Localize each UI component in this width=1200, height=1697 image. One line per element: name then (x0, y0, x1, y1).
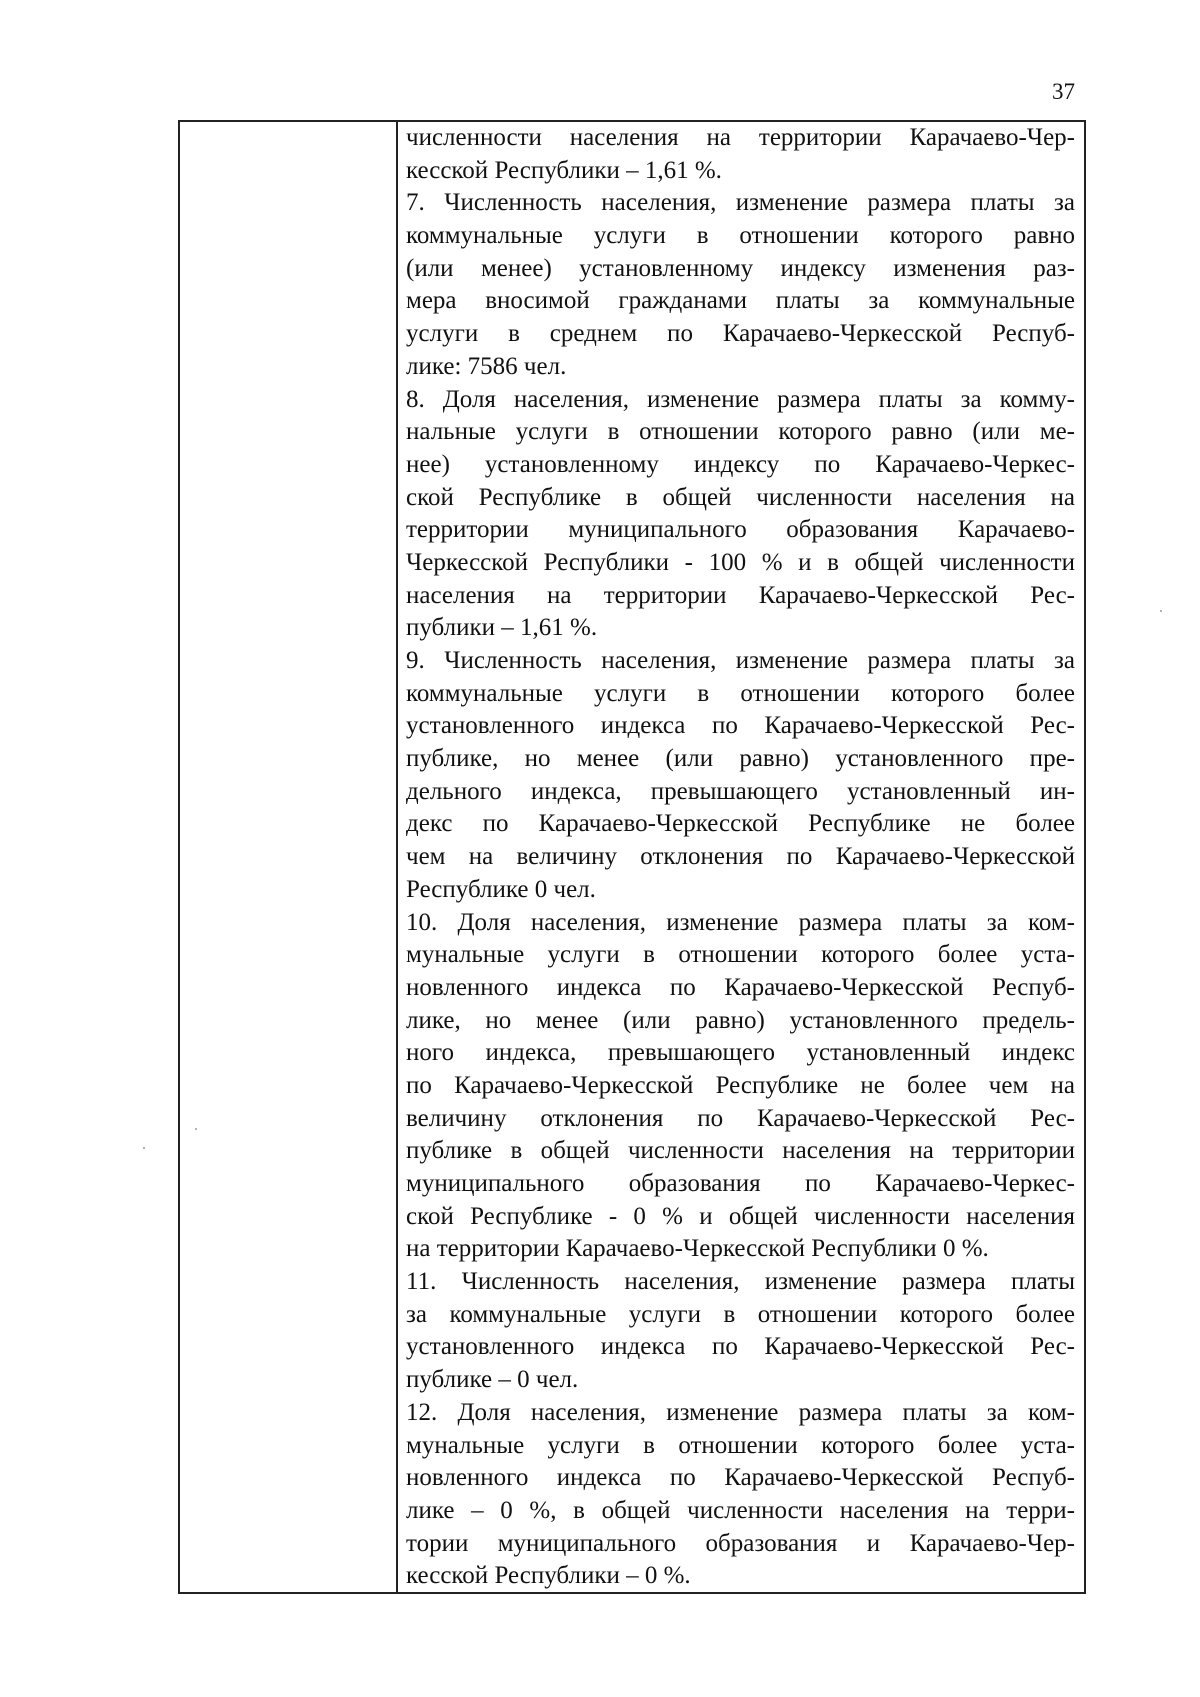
left-column-cell (180, 122, 398, 1592)
text-line: лике – 0 %, в общей численности населения на терри- (406, 1496, 1075, 1524)
text-line: 8. Доля населения, изменение размера платы за комму- (406, 385, 1075, 413)
right-column-cell (398, 122, 1084, 1592)
text-line: лике: 7586 чел. (406, 352, 567, 380)
text-line: нальные услуги в отношении которого равно (или ме- (406, 418, 1075, 446)
text-line: за коммунальные услуги в отношении которого более (406, 1300, 1075, 1328)
text-line: населения на территории Карачаево-Черкесской Рес- (406, 581, 1075, 609)
text-line: коммунальные услуги в отношении которого более (406, 679, 1075, 707)
text-line: лике, но менее (или равно) установленного предель- (406, 1006, 1075, 1034)
text-line: публики – 1,61 %. (406, 614, 598, 642)
text-line: муниципального образования по Карачаево-Черкес- (406, 1170, 1075, 1197)
text-line: территории муниципального образования Карачаево- (406, 516, 1075, 544)
text-line: 12. Доля населения, изменение размера платы за ком- (406, 1398, 1075, 1426)
scan-speck (195, 1128, 197, 1130)
text-line: ного индекса, превышающего установленный индекс (406, 1039, 1075, 1067)
text-line: нее) установленному индексу по Карачаево-Черкес- (406, 450, 1075, 478)
text-line: кесской Республики – 1,61 %. (406, 156, 722, 184)
text-line: установленного индекса по Карачаево-Черкесской Рес- (406, 1333, 1075, 1361)
text-line: мунальные услуги в отношении которого более уста- (406, 1431, 1075, 1459)
text-line: численности населения на территории Карачаево-Чер- (406, 124, 1075, 151)
text-line: чем на величину отклонения по Карачаево-Черкесской (406, 843, 1075, 871)
text-line: коммунальные услуги в отношении которого равно (406, 222, 1075, 250)
text-line: публике в общей численности населения на территории (406, 1137, 1075, 1165)
text-line: декс по Карачаево-Черкесской Республике не более (406, 810, 1075, 838)
text-line: 9. Численность населения, изменение размера платы за (406, 647, 1075, 674)
document-table (178, 120, 1086, 1594)
text-line: дельного индекса, превышающего установленный ин- (406, 777, 1075, 805)
text-line: новленного индекса по Карачаево-Черкесской Респуб- (406, 1464, 1075, 1492)
text-line: (или менее) установленному индексу изменения раз- (406, 254, 1075, 282)
text-line: кесской Республики – 0 %. (406, 1562, 691, 1590)
text-line: на территории Карачаево-Черкесской Республики 0 %. (406, 1235, 989, 1263)
text-line: услуги в среднем по Карачаево-Черкесской Респуб- (406, 320, 1075, 348)
text-line: новленного индекса по Карачаево-Черкесской Респуб- (406, 973, 1075, 1001)
text-line: публике – 0 чел. (406, 1366, 579, 1394)
text-line: публике, но менее (или равно) установленного пре- (406, 745, 1075, 773)
text-line: величину отклонения по Карачаево-Черкесской Рес- (406, 1104, 1075, 1132)
page-number: 37 (1052, 79, 1075, 104)
text-line: тории муниципального образования и Карачаево-Чер- (406, 1529, 1075, 1557)
text-line: мунальные услуги в отношении которого более уста- (406, 941, 1075, 969)
text-line: по Карачаево-Черкесской Республике не более чем на (406, 1071, 1075, 1099)
text-line: установленного индекса по Карачаево-Черкесской Рес- (406, 712, 1075, 740)
text-line: Черкесской Республики - 100 % и в общей численности (406, 548, 1075, 576)
scan-speck (143, 1147, 145, 1149)
text-line: 10. Доля населения, изменение размера платы за ком- (406, 908, 1075, 936)
scan-speck (1160, 610, 1162, 612)
text-line: ской Республике - 0 % и общей численности населения (406, 1202, 1075, 1230)
text-line: 7. Численность населения, изменение размера платы за (406, 189, 1075, 217)
text-line: 11. Численность населения, изменение размера платы (406, 1268, 1075, 1296)
text-line: Республике 0 чел. (406, 875, 596, 903)
text-line: ской Республике в общей численности населения на (406, 483, 1075, 511)
text-line: мера вносимой гражданами платы за коммунальные (406, 287, 1075, 315)
